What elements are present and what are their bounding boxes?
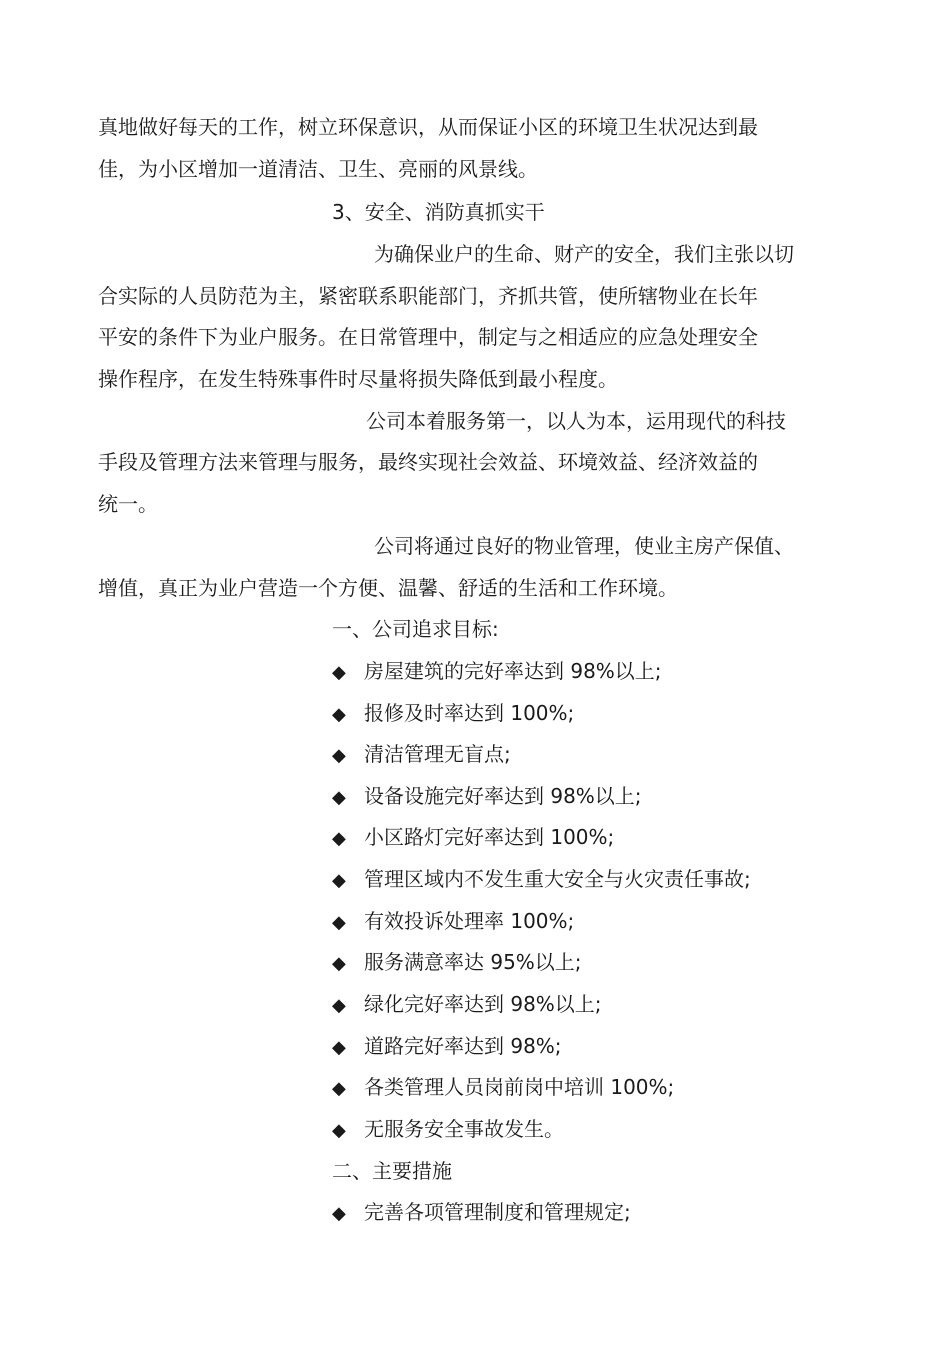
list-item xyxy=(332,657,662,687)
measures-heading: 二、主要措施 xyxy=(332,1159,452,1183)
paragraph-line: 佳，为小区增加一道清洁、卫生、亮丽的风景线。 xyxy=(98,157,538,181)
diamond-bullet-icon: ◆ xyxy=(332,1037,346,1058)
diamond-bullet-icon: ◆ xyxy=(332,1078,346,1099)
paragraph-line: 公司本着服务第一，以人为本，运用现代的科技 xyxy=(366,409,786,433)
goal-text: 管理区域内不发生重大安全与火灾责任事故; xyxy=(364,867,751,891)
paragraph-line: 公司将通过良好的物业管理，使业主房产保值、 xyxy=(374,534,794,558)
paragraph-line: 增值，真正为业户营造一个方便、温馨、舒适的生活和工作环境。 xyxy=(98,576,678,600)
list-item xyxy=(332,782,642,812)
list-item xyxy=(332,990,602,1020)
diamond-bullet-icon: ◆ xyxy=(332,912,346,933)
section-heading: 3、安全、消防真抓实干 xyxy=(332,200,545,224)
diamond-bullet-icon: ◆ xyxy=(332,787,346,808)
goal-text: 清洁管理无盲点; xyxy=(364,742,511,766)
list-item xyxy=(332,1073,674,1103)
paragraph-line: 手段及管理方法来管理与服务，最终实现社会效益、环境效益、经济效益的 xyxy=(98,450,758,474)
list-item xyxy=(332,907,574,937)
list-item xyxy=(332,740,511,770)
goal-text: 道路完好率达到 98%; xyxy=(364,1034,562,1058)
goal-text: 绿化完好率达到 98%以上; xyxy=(364,992,602,1016)
diamond-bullet-icon: ◆ xyxy=(332,828,346,849)
list-item xyxy=(332,948,582,978)
diamond-bullet-icon: ◆ xyxy=(332,995,346,1016)
list-item xyxy=(332,699,574,729)
diamond-bullet-icon: ◆ xyxy=(332,1120,346,1141)
goal-text: 小区路灯完好率达到 100%; xyxy=(364,825,615,849)
goal-text: 设备设施完好率达到 98%以上; xyxy=(364,784,642,808)
list-item xyxy=(332,1032,562,1062)
goal-text: 各类管理人员岗前岗中培训 100%; xyxy=(364,1075,675,1099)
paragraph-line: 合实际的人员防范为主，紧密联系职能部门，齐抓共管，使所辖物业在长年 xyxy=(98,284,758,308)
paragraph-line: 操作程序，在发生特殊事件时尽量将损失降低到最小程度。 xyxy=(98,367,618,391)
diamond-bullet-icon: ◆ xyxy=(332,662,346,683)
diamond-bullet-icon: ◆ xyxy=(332,1203,346,1224)
measure-text: 完善各项管理制度和管理规定; xyxy=(364,1200,631,1224)
list-item xyxy=(332,823,614,853)
list-item xyxy=(332,1198,631,1228)
goal-text: 无服务安全事故发生。 xyxy=(364,1117,564,1141)
paragraph-line: 统一。 xyxy=(98,492,158,516)
diamond-bullet-icon: ◆ xyxy=(332,704,346,725)
paragraph-line: 为确保业户的生命、财产的安全，我们主张以切 xyxy=(374,242,794,266)
diamond-bullet-icon: ◆ xyxy=(332,953,346,974)
diamond-bullet-icon: ◆ xyxy=(332,745,346,766)
goals-heading: 一、公司追求目标: xyxy=(332,617,499,641)
list-item xyxy=(332,865,751,895)
goal-text: 服务满意率达 95%以上; xyxy=(364,950,582,974)
goal-text: 有效投诉处理率 100%; xyxy=(364,909,575,933)
list-item xyxy=(332,1115,564,1145)
paragraph-line: 真地做好每天的工作，树立环保意识，从而保证小区的环境卫生状况达到最 xyxy=(98,115,758,139)
diamond-bullet-icon: ◆ xyxy=(332,870,346,891)
paragraph-line: 平安的条件下为业户服务。在日常管理中，制定与之相适应的应急处理安全 xyxy=(98,325,758,349)
goal-text: 房屋建筑的完好率达到 98%以上; xyxy=(364,659,662,683)
goal-text: 报修及时率达到 100%; xyxy=(364,701,575,725)
